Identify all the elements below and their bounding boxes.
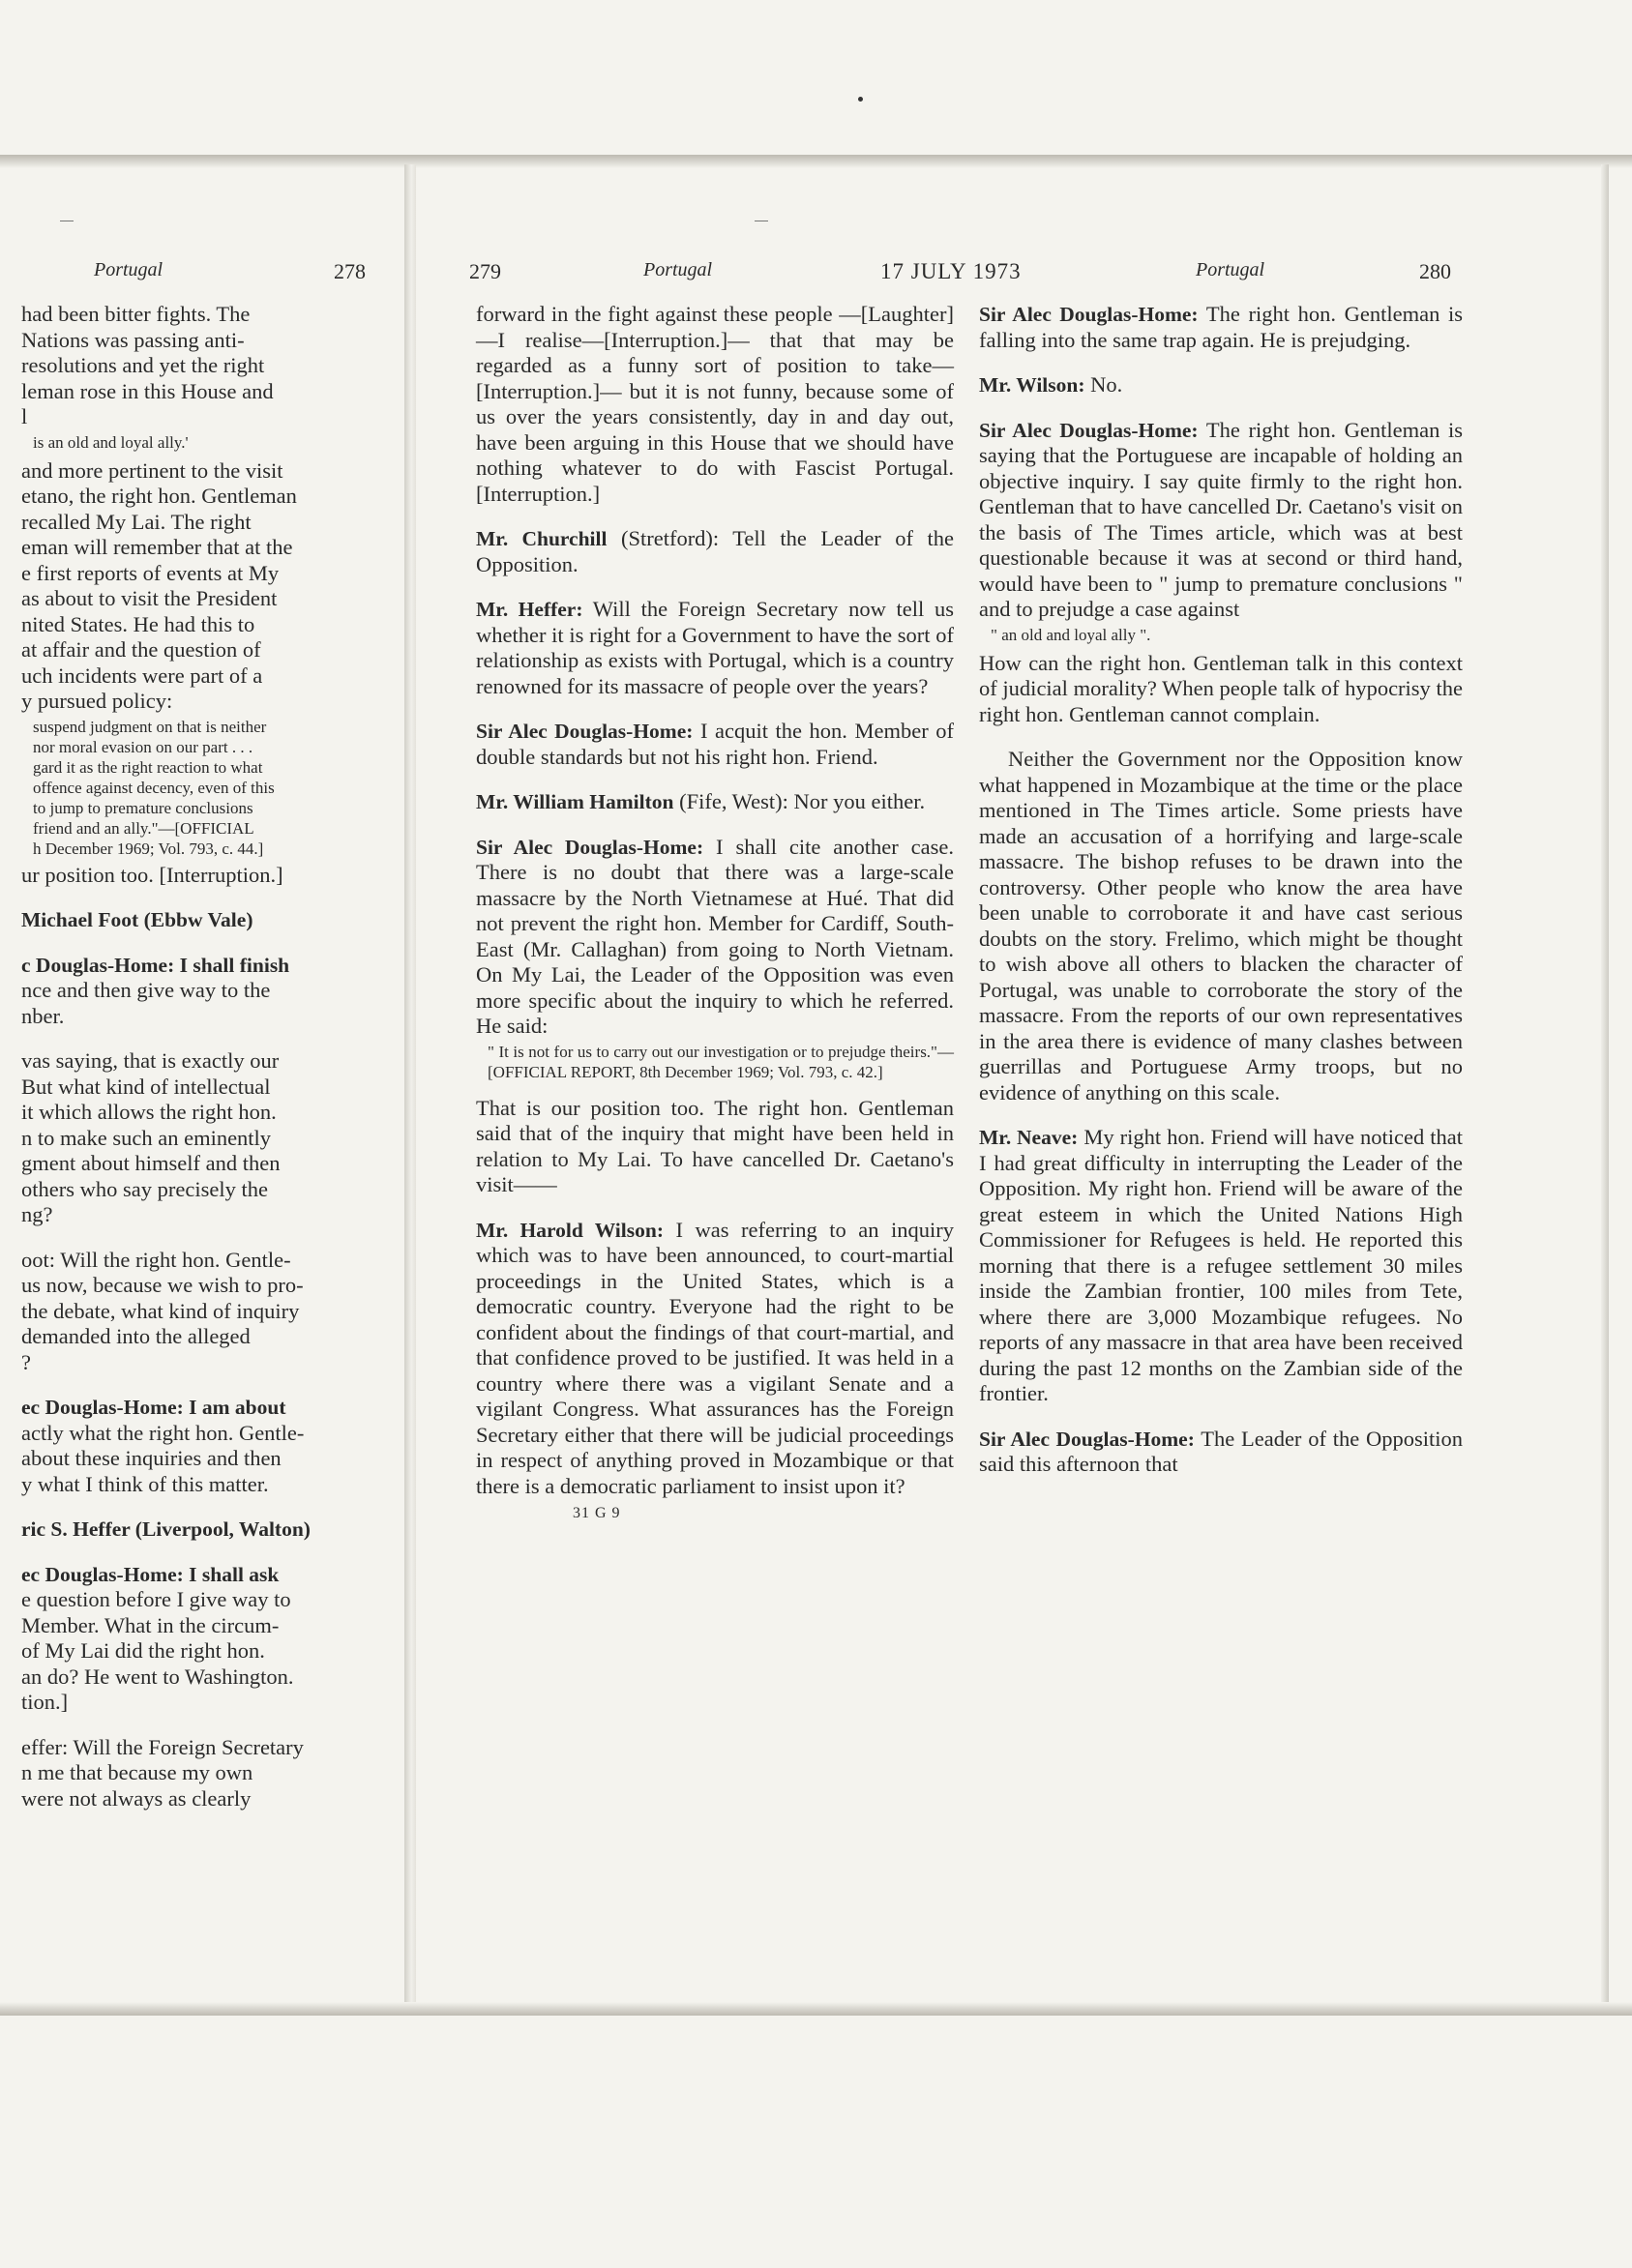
page-top-shadow bbox=[0, 155, 1632, 168]
speech bbox=[476, 597, 954, 699]
ink-dot bbox=[858, 97, 863, 102]
speech-text: I acquit the hon. Member of double standards but not his right hon. Friend. bbox=[476, 719, 954, 769]
text-line: ng? bbox=[21, 1202, 53, 1226]
text-line: y what I think of this matter. bbox=[21, 1471, 269, 1496]
speaker-name: Mr. Heffer: bbox=[476, 598, 583, 621]
speech-text: The right hon. Gentleman is falling into the same trap again. He is prejudging. bbox=[979, 302, 1463, 352]
text-line: n to make such an eminently bbox=[21, 1125, 272, 1150]
page-gutter bbox=[404, 164, 416, 2002]
text-line: etano, the right hon. Gentleman bbox=[21, 484, 297, 508]
text-line: tion.] bbox=[21, 1690, 69, 1714]
text-line: resolutions and yet the right bbox=[21, 353, 265, 377]
center-page-date: 17 JULY 1973 bbox=[880, 259, 1022, 283]
paragraph: forward in the fight against these people —[Laughter]—I realise—[Interruption.]— that that may be regarded as a funny sort of position to take—[Interruption.]— but it is not funny, because some of us over the years consistently, day in and day out, have been arguing in this House that we should have nothing whatever to do with Fascist Portugal. [Interruption.] bbox=[476, 302, 954, 506]
quotation-line: h December 1969; Vol. 793, c. 44.] bbox=[33, 839, 264, 858]
speaker-line: ec Douglas-Home: I shall ask bbox=[21, 1562, 280, 1586]
text-line: it which allows the right hon. bbox=[21, 1100, 277, 1124]
text-line: of My Lai did the right hon. bbox=[21, 1638, 265, 1663]
speech bbox=[979, 302, 1463, 353]
text-line: actly what the right hon. Gentle- bbox=[21, 1420, 305, 1445]
speaker-name: Sir Alec Douglas-Home: bbox=[979, 1427, 1195, 1451]
text-line: nce and then give way to the bbox=[21, 978, 271, 1002]
left-page-column bbox=[21, 302, 379, 1811]
quotation-line: suspend judgment on that is neither bbox=[33, 717, 267, 736]
speaker-name: Sir Alec Douglas-Home: bbox=[476, 720, 694, 743]
text-line: Member. What in the circum- bbox=[21, 1612, 280, 1637]
speaker-name: Sir Alec Douglas-Home: bbox=[476, 835, 704, 859]
speaker-name: Mr. Harold Wilson: bbox=[476, 1218, 664, 1242]
speech bbox=[476, 1218, 954, 1500]
speaker-line: c Douglas-Home: I shall finish bbox=[21, 953, 290, 977]
speech bbox=[476, 719, 954, 770]
page-right-edge bbox=[1601, 164, 1609, 2002]
left-page-number: 278 bbox=[334, 259, 366, 283]
text-line: nited States. He had this to bbox=[21, 611, 255, 636]
text-line: ? bbox=[21, 1349, 31, 1374]
quotation-line: offence against decency, even of this bbox=[33, 778, 275, 797]
text-line: But what kind of intellectual bbox=[21, 1074, 271, 1099]
speech-text: (Fife, West): Nor you either. bbox=[673, 789, 926, 813]
speech-text: No. bbox=[1084, 372, 1123, 397]
page-bottom-shadow bbox=[0, 2002, 1632, 2016]
text-line: nber. bbox=[21, 1003, 65, 1028]
speech-text: The right hon. Gentleman is saying that the Portuguese are incapable of holding an objective inquiry. I say quite firmly to the right hon. Gentleman that to have cancelled Dr. Caetano's visit on the basis of The Times article, which was at best questionable because it was at second or third hand, would have been to " jump to premature conclusions " and to prejudge a case against bbox=[979, 417, 1463, 621]
text-line: at affair and the question of bbox=[21, 637, 261, 662]
speaker-name: Mr. Wilson: bbox=[979, 373, 1085, 397]
text-line: ur position too. [Interruption.] bbox=[21, 862, 283, 887]
speaker-line: ric S. Heffer (Liverpool, Walton) bbox=[21, 1517, 311, 1541]
speaker-line: Michael Foot (Ebbw Vale) bbox=[21, 908, 253, 931]
center-page-title: Portugal bbox=[643, 259, 713, 280]
page-280-column bbox=[979, 302, 1463, 1478]
text-line: and more pertinent to the visit bbox=[21, 457, 283, 483]
text-line: vas saying, that is exactly our bbox=[21, 1048, 280, 1073]
text-line: us now, because we wish to pro- bbox=[21, 1273, 304, 1297]
speech-text: (Stretford): Tell the Leader of the Opposition. bbox=[476, 526, 954, 576]
text-line: uch incidents were part of a bbox=[21, 663, 263, 688]
speech-text: The Leader of the Opposition said this afternoon that bbox=[979, 1426, 1463, 1476]
speech bbox=[979, 418, 1463, 623]
speech bbox=[979, 1125, 1463, 1407]
page-279-column bbox=[476, 302, 954, 1527]
text-line: an do? He went to Washington. bbox=[21, 1664, 294, 1689]
paragraph: Neither the Government nor the Opposition know what happened in Mozambique at the time or the place mentioned in The Times article. Some priests have made an accusation of a horrifying and large-scale massacre. The bishop refuses to be drawn into the controversy. Other people who know the area have been unable to corroborate it and have cast serious doubts on the story. Frelimo, which might be thought to wish above all others to blacken the character of Portugal, was unable to corroborate the story of the massacre. From the reports of our own representatives in the area there is evidence of many clashes between guerrillas and Portuguese Army troops, but no evidence of anything on this scale. bbox=[979, 747, 1463, 1105]
speech-text: I was referring to an inquiry which was to have been announced, to court-martial proceedings in the United States, which is a democratic country. Everyone had the right to be confident about the findings of that court-martial, and that confidence proved to be justified. It was held in a country where there was a vigilant Senate and a vigilant Congress. What assurances has the Foreign Secretary either that there will be judicial proceedings in respect of anything proved in Mozambique or that there is a democratic parliament to insist upon it? bbox=[476, 1217, 954, 1498]
text-line: effer: Will the Foreign Secretary bbox=[21, 1734, 304, 1759]
text-line: others who say precisely the bbox=[21, 1176, 268, 1201]
left-page-title: Portugal bbox=[94, 259, 163, 280]
text-line: y pursued policy: bbox=[21, 689, 173, 713]
speaker-name: Mr. Churchill bbox=[476, 527, 608, 550]
speech-text: My right hon. Friend will have noticed that I had great difficulty in interrupting the Leader of the Opposition. My right hon. Friend will be aware of the great esteem in which the United Nations High Commissioner for Refugees is held. He reported this morning that there is a refugee settlement 30 miles inside the Zambian frontier, 100 miles from Tete, where there are 3,000 Mozambique refugees. No reports of any massacre in that area have been received during the past 12 months on the Zambian side of the frontier. bbox=[979, 1125, 1463, 1405]
center-page-number: 279 bbox=[469, 259, 501, 283]
text-line: l bbox=[21, 404, 28, 428]
paragraph: That is our position too. The right hon. Gentleman said that of the inquiry that might have been held in relation to My Lai. To have cancelled Dr. Caetano's visit—— bbox=[476, 1095, 954, 1196]
text-line: recalled My Lai. The right bbox=[21, 509, 252, 534]
right-page-number: 280 bbox=[1419, 259, 1451, 283]
speaker-name: Mr. William Hamilton bbox=[476, 790, 674, 813]
speaker-line: ec Douglas-Home: I am about bbox=[21, 1396, 286, 1419]
text-line: e first reports of events at My bbox=[21, 560, 280, 585]
speech bbox=[476, 526, 954, 577]
speech-text: Will the Foreign Secretary now tell us whether it is right for a Government to have the sort of relationship as exists with Portugal, which is a country renowned for its massacre of people over the years? bbox=[476, 597, 954, 698]
speech bbox=[476, 789, 954, 815]
text-line: Nations was passing anti- bbox=[21, 327, 245, 352]
speech bbox=[979, 372, 1463, 398]
speech bbox=[979, 1427, 1463, 1478]
quotation-line: to jump to premature conclusions bbox=[33, 798, 253, 817]
quotation-line: nor moral evasion on our part . . . bbox=[33, 737, 253, 756]
text-line: as about to visit the President bbox=[21, 586, 278, 610]
text-line: demanded into the alleged bbox=[21, 1324, 251, 1348]
speech bbox=[476, 835, 954, 1040]
text-line: oot: Will the right hon. Gentle- bbox=[21, 1247, 291, 1272]
text-line: n me that because my own bbox=[21, 1760, 253, 1784]
right-page-title: Portugal bbox=[1196, 259, 1265, 280]
text-line: were not always as clearly bbox=[21, 1785, 252, 1811]
quotation-line: gard it as the right reaction to what bbox=[33, 757, 263, 777]
text-line: eman will remember that at the bbox=[21, 535, 293, 559]
text-line: had been bitter fights. The bbox=[21, 302, 251, 326]
paragraph: How can the right hon. Gentleman talk in this context of judicial morality? When people talk of hypocrisy the right hon. Gentleman cannot complain. bbox=[979, 650, 1463, 726]
quotation: " It is not for us to carry out our investigation or to prejudge theirs."—[OFFICIAL REPORT, 8th December 1969; Vol. 793, c. 42.] bbox=[488, 1042, 954, 1081]
signature-mark: 31 G 9 bbox=[573, 1505, 621, 1521]
speaker-name: Sir Alec Douglas-Home: bbox=[979, 303, 1199, 326]
text-line: gment about himself and then bbox=[21, 1151, 281, 1175]
speech-text: I shall cite another case. There is no doubt that there was a large-scale massacre by the North Vietnamese at Hué. That did not prevent the right hon. Member for Cardiff, South-East (Mr. Callaghan) from going to North Vietnam. On My Lai, the Leader of the Opposition was even more specific about the inquiry to which he referred. He said: bbox=[476, 834, 954, 1038]
text-line: about these inquiries and then bbox=[21, 1446, 282, 1470]
speaker-name: Sir Alec Douglas-Home: bbox=[979, 418, 1199, 442]
text-line: leman rose in this House and bbox=[21, 378, 274, 403]
quotation: is an old and loyal ally.' bbox=[33, 432, 189, 452]
speaker-name: Mr. Neave: bbox=[979, 1126, 1079, 1149]
text-line: e question before I give way to bbox=[21, 1587, 291, 1611]
text-line: the debate, what kind of inquiry bbox=[21, 1298, 300, 1323]
quotation: " an old and loyal ally ". bbox=[991, 625, 1151, 644]
quotation-line: friend and an ally."—[OFFICIAL bbox=[33, 818, 254, 838]
